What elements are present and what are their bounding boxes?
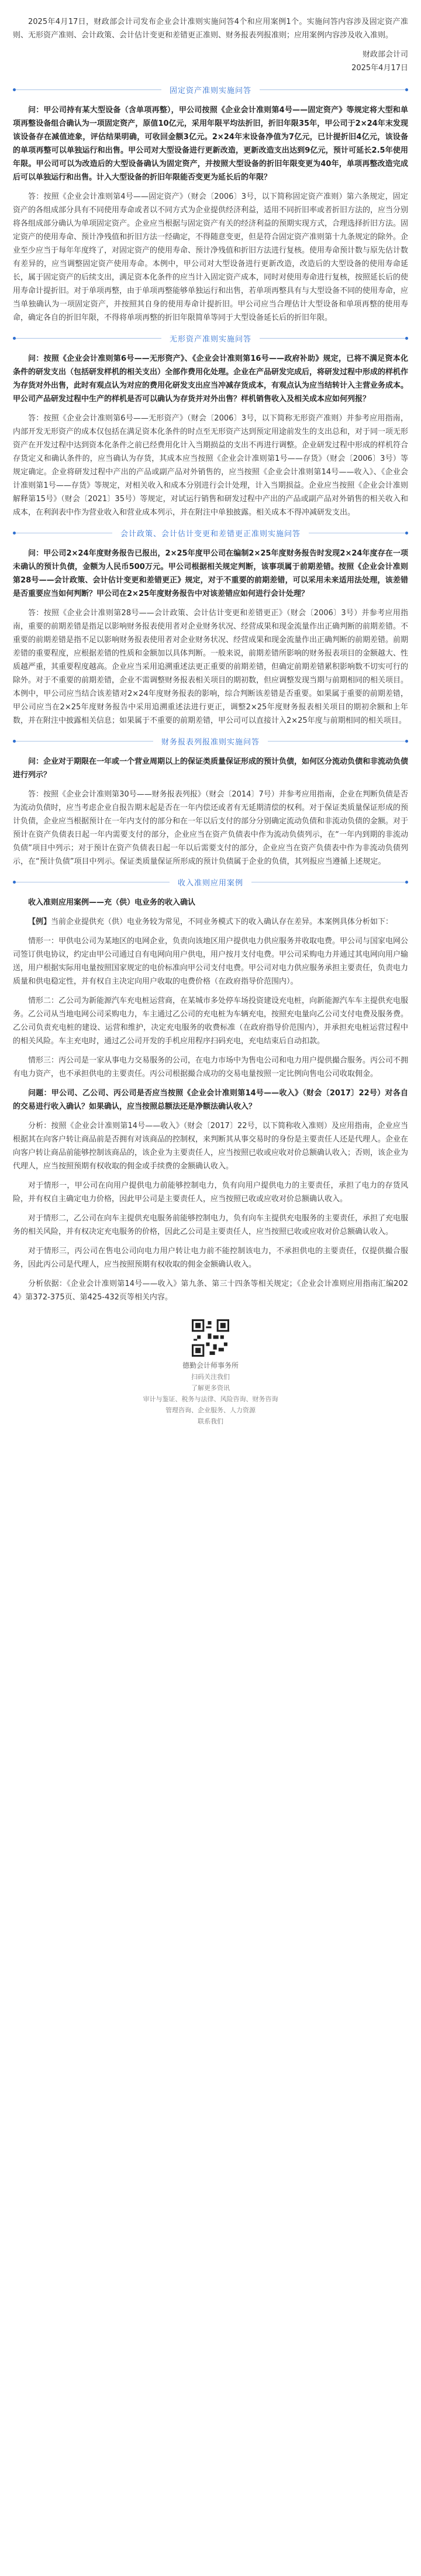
section-dot-icon bbox=[405, 532, 408, 534]
publisher: 财政部会计司 bbox=[362, 50, 408, 59]
section-header-fixed-assets bbox=[13, 84, 408, 95]
section-title: 无形资产准则实施问答 bbox=[170, 335, 252, 344]
section-dot-icon bbox=[405, 88, 408, 91]
case-scenario-2: 情形二：乙公司为新能源汽车充电桩运营商，在某城市多处停车场投资建设充电桩，向新能源汽车车主提供充电服务。乙公司从当地电网公司采购电力，车主通过乙公司的充电桩为车辆充电，按照充电量向乙公司支付电费及服务费。乙公司负责充电桩的建设、运营和维护，决定充电服务的收费标准（在政府指导价范围内），并承担充电桩运营过程中的相关风险。车主充电时，通过乙公司开发的手机应用程序扫码充电，充电结束后自动扣款。 bbox=[13, 996, 409, 1046]
section-header-revenue-case bbox=[13, 877, 408, 888]
case-question: 问题：甲公司、乙公司、丙公司是否应当按照《企业会计准则第14号——收入》（财会〔2017〕22号）对各自的交易进行收入确认？如果确认，应当按照总额法还是净额法确认收入？ bbox=[13, 1089, 408, 1111]
publish-date: 2025年4月17日 bbox=[351, 64, 408, 73]
footer-line: 审计与鉴证、税务与法律、风险咨询、财务咨询 bbox=[143, 1395, 278, 1403]
section-question: 问：企业对于期限在一年或一个营业周期以上的保证类质量保证形成的预计负债，如何区分流动负债和非流动负债进行列示？ bbox=[13, 757, 409, 780]
case-analysis-1: 对于情形一，甲公司在向用户提供电力前能够控制电力，负有向用户提供电力的主要责任，承担了电力的存货风险，并有权自主确定电力价格，因此甲公司是主要责任人，应当按照已收或应收对价总额确认收入。 bbox=[13, 1181, 408, 1203]
section-title: 收入准则应用案例 bbox=[178, 879, 244, 888]
section-question: 问：按照《企业会计准则第6号——无形资产》、《企业会计准则第16号——政府补助》规定，已将不满足资本化条件的研发支出（包括研发样机的相关支出）全部作费用化处理。企业在产品研发完成后，将研发过程中形成的样机作为存货对外出售，此时有观点认为对应的费用化研发支出应当冲减存货成本，有观点认为应当结转计入主营业务成本。甲公司产品研发过程中生产的样机是否可以确认为存货并对外出售？样机销售收入及相关成本应如何列报？ bbox=[13, 354, 409, 404]
section-title: 财务报表列报准则实施问答 bbox=[161, 738, 260, 747]
case-scenario-3: 情形三：丙公司是一家从事电力交易服务的公司，在电力市场中为售电公司和电力用户提供撮合服务。丙公司不拥有电力资产，也不承担供电的主要责任。丙公司根据撮合成功的交易电量按照一定比例向售电公司收取佣金。 bbox=[13, 1056, 409, 1078]
section-question: 问：甲公司持有某大型设备（含单项再整），甲公司按照《企业会计准则第4号——固定资产》等规定将大型和单项再整设备组合确认为一项固定资产，原值10亿元，采用年限平均法折旧，折旧年限35年，甲公司于2×24年末发现该设备存在减值迹象，评估结果明确，可收回金额3亿元。2×24年末设备净值为7亿元，已计提折旧4亿元，该设备的单项再整可以单独运行和出售。甲公司对大型设备进行更新改造，更新改造支出达到9亿元，预计可延长2.5年使用年限。甲公司可以为改造后的大型设备确认为固定资产，并按照大型设备的折旧年限变更为40年，单项再整改造完成后可以单独运行和出售。计入大型设备的折旧年限能否变更为延长后的年限？ bbox=[13, 106, 408, 182]
section-question: 问：甲公司2×24年度财务报告已报出，2×25年度甲公司在编制2×25年度财务报告时发现2×24年度存在一项未确认的预计负债，金额为人民币500万元。甲公司根据相关规定判断，该事项属于前期差错。按照《企业会计准则第28号——会计政策、会计估计变更和差错更正》规定，对于不重要的前期差错，可以采用未来适用法处理，该差错是否重要应当如何判断？甲公司在2×25年度财务报告中对该差错应如何进行会计处理？ bbox=[13, 549, 408, 598]
intro-paragraph: 2025年4月17日，财政部会计司发布企业会计准则实施问答4个和应用案例1个。实施问答内容涉及固定资产准则、无形资产准则、会计政策、会计估计变更和差错更正准则、财务报表列报准则；应用案例内容涉及收入准则。 bbox=[13, 18, 408, 40]
footer-brand: 德勤会计师事务所 bbox=[182, 1361, 239, 1370]
section-dot-icon bbox=[405, 337, 408, 340]
case-analysis: 分析：按照《企业会计准则第14号——收入》（财会〔2017〕22号，以下简称收入准则）及应用指南，企业应当根据其在向客户转让商品前是否拥有对该商品的控制权，来判断其从事交易时的身份是主要责任人还是代理人。企业在向客户转让商品前能够控制该商品的，该企业为主要责任人，应当按照已收或应收对价总额确认收入；否则，该企业为代理人，应当按照预期有权收取的佣金或手续费的金额确认收入。 bbox=[13, 1122, 409, 1171]
footer-contact-link[interactable]: 联系我们 bbox=[198, 1418, 223, 1425]
section-title: 会计政策、会计估计变更和差错更正准则实施问答 bbox=[120, 530, 301, 539]
case-analysis-3: 对于情形三，丙公司在售电公司向电力用户转让电力前不能控制该电力，不承担供电的主要责任，仅提供撮合服务，因此丙公司是代理人，应当按照预期有权收取的佣金金额确认收入。 bbox=[13, 1247, 408, 1269]
footer-line: 了解更多资讯 bbox=[191, 1384, 230, 1392]
footer bbox=[13, 1319, 408, 1427]
section-header-accounting-policies bbox=[13, 527, 408, 539]
section-header-intangible-assets bbox=[13, 333, 408, 344]
section-dot-icon bbox=[405, 740, 408, 743]
section-answer: 答：按照《企业会计准则第4号——固定资产》（财会〔2006〕3号，以下简称固定资产准则）第六条规定，固定资产的各组成部分具有不同使用寿命或者以不同方式为企业提供经济利益，适用不同折旧率或者折旧方法的，应当分别将各组成部分确认为单项固定资产。企业应当根据与固定资产有关的经济利益的预期实现方式，合理选择折旧方法。固定资产的使用寿命、预计净残值和折旧方法一经确定，不得随意变更，但是符合固定资产准则第十九条规定的除外。企业至少应当于每年年度终了，对固定资产的使用寿命、预计净残值和折旧方法进行复核。使用寿命预计数与原先估计数有差异的，应当调整固定资产使用寿命。本例中，甲公司对大型设备进行更新改造，改造后的大型设备的使用寿命延长，属于固定资产的后续支出，满足资本化条件的应当计入固定资产成本，同时对使用寿命进行复核，按照延长后的使用寿命计提折旧。对于单项再整，由于单项再整能够单独运行和出售，若单项再整具有与大型设备不同的使用寿命，应当单独确认为一项固定资产，并按照其自身的使用寿命计提折旧。甲公司应当合理估计大型设备和单项再整的使用寿命，确定各自的折旧年限，不得将单项再整的折旧年限简单等同于大型设备延长后的折旧年限。 bbox=[13, 192, 409, 322]
case-label: 【例】 bbox=[28, 918, 51, 926]
case-basis: 分析依据：《企业会计准则第14号——收入》第九条、第三十四条等相关规定；《企业会计准则应用指南汇编2024》第372-375页、第425-432页等相关内容。 bbox=[13, 1280, 408, 1302]
case-analysis-2: 对于情形二，乙公司在向车主提供充电服务前能够控制电力，负有向车主提供充电服务的主要责任，承担了充电服务的相关风险，并有权决定充电服务的价格，因此乙公司是主要责任人，应当按照已收或应收对价总额确认收入。 bbox=[13, 1214, 409, 1236]
case-title: 收入准则应用案例——充（供）电业务的收入确认 bbox=[28, 898, 196, 907]
footer-line: 扫码关注我们 bbox=[191, 1373, 230, 1381]
footer-line: 管理咨询、企业服务、人力资源 bbox=[165, 1406, 256, 1414]
qr-code-icon[interactable] bbox=[192, 1319, 229, 1357]
section-answer: 答：按照《企业会计准则第28号——会计政策、会计估计变更和差错更正》（财会〔2006〕3号）并参考应用指南，重要的前期差错是指足以影响财务报表使用者对企业财务状况、经营成果和现金流量作出正确判断的前期差错。不重要的前期差错是指不足以影响财务报表使用者对企业财务状况、经营成果和现金流量作出正确判断的前期差错。前期差错的重要程度，应根据差错的性质和金额加以具体判断。一般来说，前期差错所影响的财务报表项目的金额越大、性质越严重，其重要程度越高。企业应当采用追溯重述法更正重要的前期差错，但确定前期差错累积影响数不切实可行的除外。对于不重要的前期差错，企业不需调整财务报表相关项目的期初数，但应调整发现当期与前期相同的相关项目。本例中，甲公司应当结合该差错对2×24年度财务报表的影响，综合判断该差错是否重要。如果属于重要的前期差错，甲公司应当在2×25年度财务报告中采用追溯重述法进行更正，调整2×25年度财务报表相关项目的期初余额和上年数，并在附注中披露相关信息；如果属于不重要的前期差错，甲公司可以直接计入2×25年度与前期相同的相关项目。 bbox=[13, 609, 409, 725]
section-dot-icon bbox=[405, 881, 408, 884]
section-header-financial-statements bbox=[13, 736, 408, 747]
section-answer: 答：按照《企业会计准则第30号——财务报表列报》（财会〔2014〕7号）并参考应用指南，企业在判断负债是否为流动负债时，应当考虑企业自报告期末起是否在一年内偿还或者有无延期清偿的权利。对于保证类质量保证形成的预计负债，企业应当根据预计在一年内支付的部分和在一年以后支付的部分分别确定流动负债和非流动负债的金额。对于预计在资产负债表日起一年内需要支付的部分，企业应当在资产负债表中作为流动负债列示，在“一年内到期的非流动负债”项目中列示；对于预计在资产负债表日起一年以后需要支付的部分，企业应当在资产负债表中作为非流动负债列示，在“预计负债”项目中列示。保证类质量保证所形成的预计负债属于企业的负债，其列报应当遵循上述规定。 bbox=[13, 790, 409, 866]
section-answer: 答：按照《企业会计准则第6号——无形资产》（财会〔2006〕3号，以下简称无形资产准则）并参考应用指南，内部开发无形资产的成本仅包括在满足资本化条件的时点至无形资产达到预定用途前发生的支出总和，对于同一项无形资产在开发过程中达到资本化条件之前已经费用化计入当期损益的支出不再进行调整。企业研发过程中形成的样机符合存货定义和确认条件的，应当确认为存货，其成本应当按照《企业会计准则第1号——存货》（财会〔2006〕3号）等规定确定。企业将研发过程中产出的产品或副产品对外销售的，应当按照《企业会计准则第14号——收入》、《企业会计准则第1号——存货》等规定，对相关收入和成本分别进行会计处理，计入当期损益。企业应当按照《企业会计准则解释第15号》（财会〔2021〕35号）等规定，对试运行销售和研发过程中产出的产品或副产品对外销售的相关收入和成本，在利润表中作为营业收入和营业成本列示，并在附注中单独披露。相关成本不得冲减研发支出。 bbox=[13, 414, 409, 517]
section-title: 固定资产准则实施问答 bbox=[170, 87, 252, 95]
case-background: 【例】当前企业提供充（供）电业务较为常见，不同业务模式下的收入确认存在差异。本案例具体分析如下： bbox=[28, 918, 394, 926]
case-scenario-1: 情形一：甲供电公司为某地区的电网企业，负责向该地区用户提供电力供应服务并收取电费。甲公司与国家电网公司签订供电协议，约定由甲公司通过自有电网向用户供电，用户按月支付电费。甲公司采购电力并通过其电网向用户输送，用户根据实际用电量按照国家规定的电价标准向甲公司支付电费。甲公司对电力供应服务承担主要责任，负责电力质量和供电稳定性，并有权自主决定向用户收取的电费价格（在政府指导价范围内）。 bbox=[13, 937, 409, 986]
